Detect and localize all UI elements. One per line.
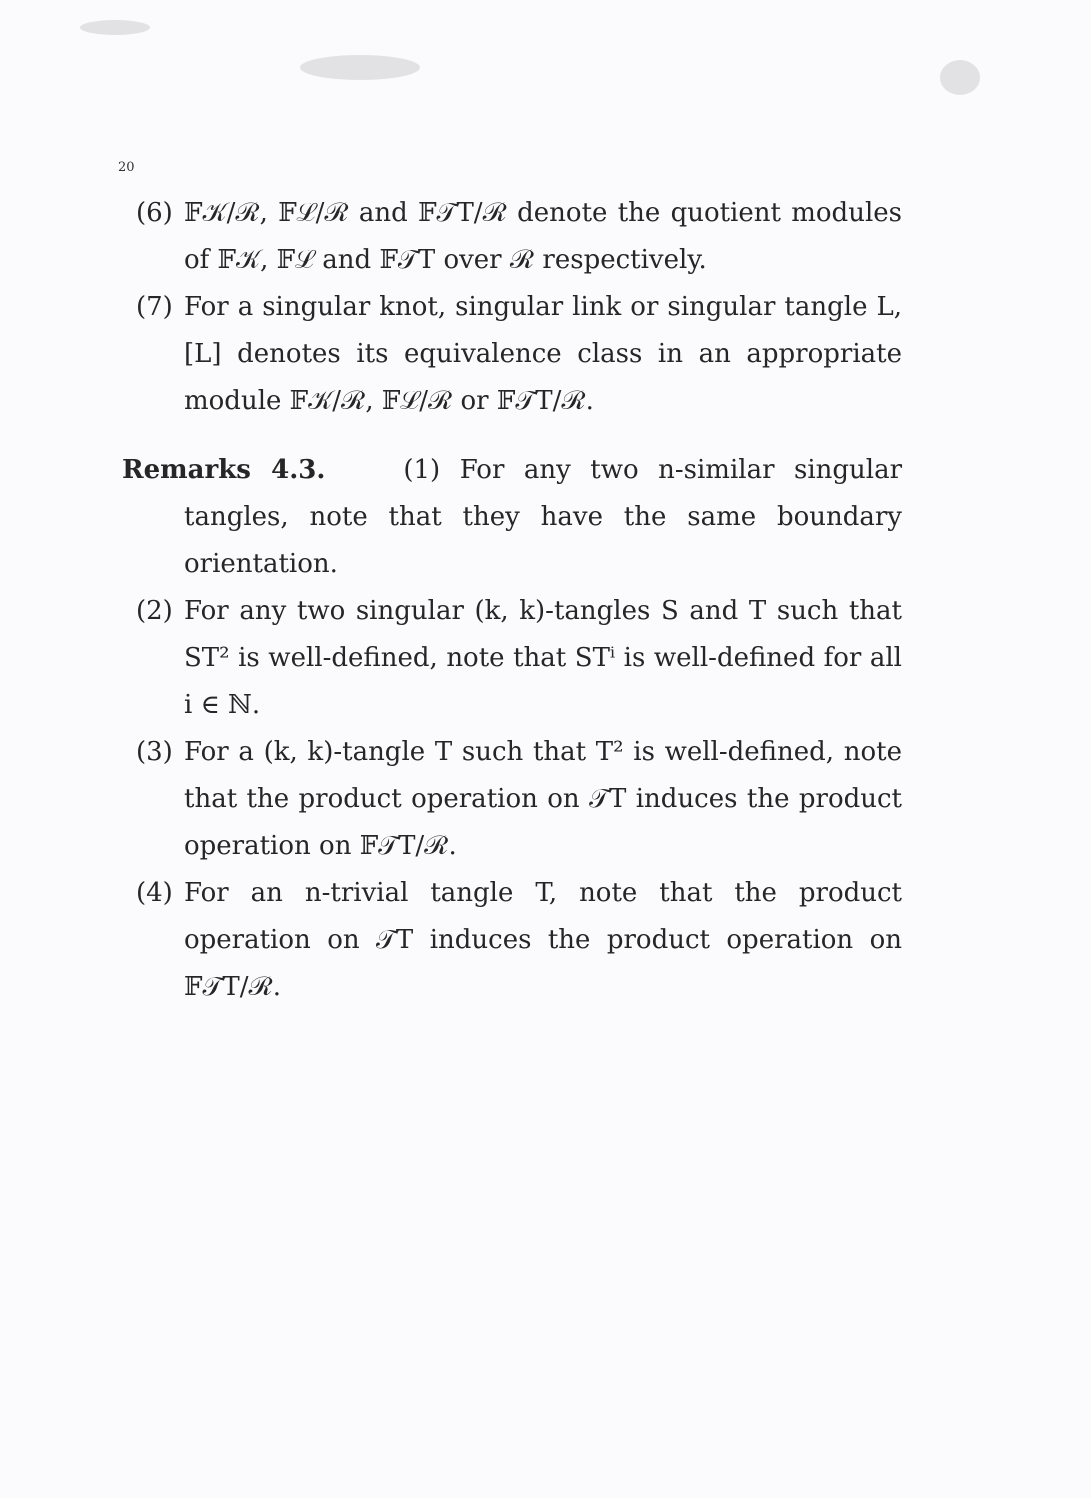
item-number: (1) — [403, 455, 441, 485]
item-text: For an n-trivial tangle T, note that the product operation on 𝒯T induces the product operation on 𝔽𝒯T/ℛ. — [184, 878, 902, 1002]
definition-item-6 — [122, 190, 902, 284]
item-number: (3) — [136, 737, 173, 767]
item-text: For any two n-similar singular tangles, note that they have the same boundary orientation. — [184, 455, 903, 579]
item-text: For a singular knot, singular link or singular tangle L, [L] denotes its equivalence class in an appropriate module 𝔽𝒦/ℛ, 𝔽ℒ/ℛ or 𝔽𝒯T/ℛ. — [184, 292, 902, 416]
scan-speck — [300, 55, 420, 80]
item-text: 𝔽𝒦/ℛ, 𝔽ℒ/ℛ and 𝔽𝒯T/ℛ denote the quotient modules of 𝔽𝒦, 𝔽ℒ and 𝔽𝒯T over ℛ respectively. — [184, 198, 902, 275]
remark-item-3 — [122, 729, 902, 870]
item-text: For a (k, k)-tangle T such that T² is well-defined, note that the product operation on 𝒯T induces the product operation on 𝔽𝒯T/ℛ. — [184, 737, 902, 861]
page-number: 20 — [118, 160, 135, 175]
scan-speck — [940, 60, 980, 95]
remark-item-4 — [122, 870, 902, 1011]
item-text: For any two singular (k, k)-tangles S and T such that ST² is well-defined, note that STⁱ is well-defined for all i ∈ ℕ. — [184, 596, 902, 720]
item-number: (7) — [136, 292, 173, 322]
remarks-heading-line — [122, 447, 902, 588]
item-number: (6) — [136, 198, 173, 228]
scan-speck — [80, 20, 150, 35]
main-content — [122, 190, 902, 1011]
definition-item-7 — [122, 284, 902, 425]
remarks-section — [122, 447, 902, 1011]
remarks-title: Remarks 4.3. — [122, 455, 326, 485]
item-number: (4) — [136, 878, 173, 908]
remark-item-2 — [122, 588, 902, 729]
item-number: (2) — [136, 596, 173, 626]
